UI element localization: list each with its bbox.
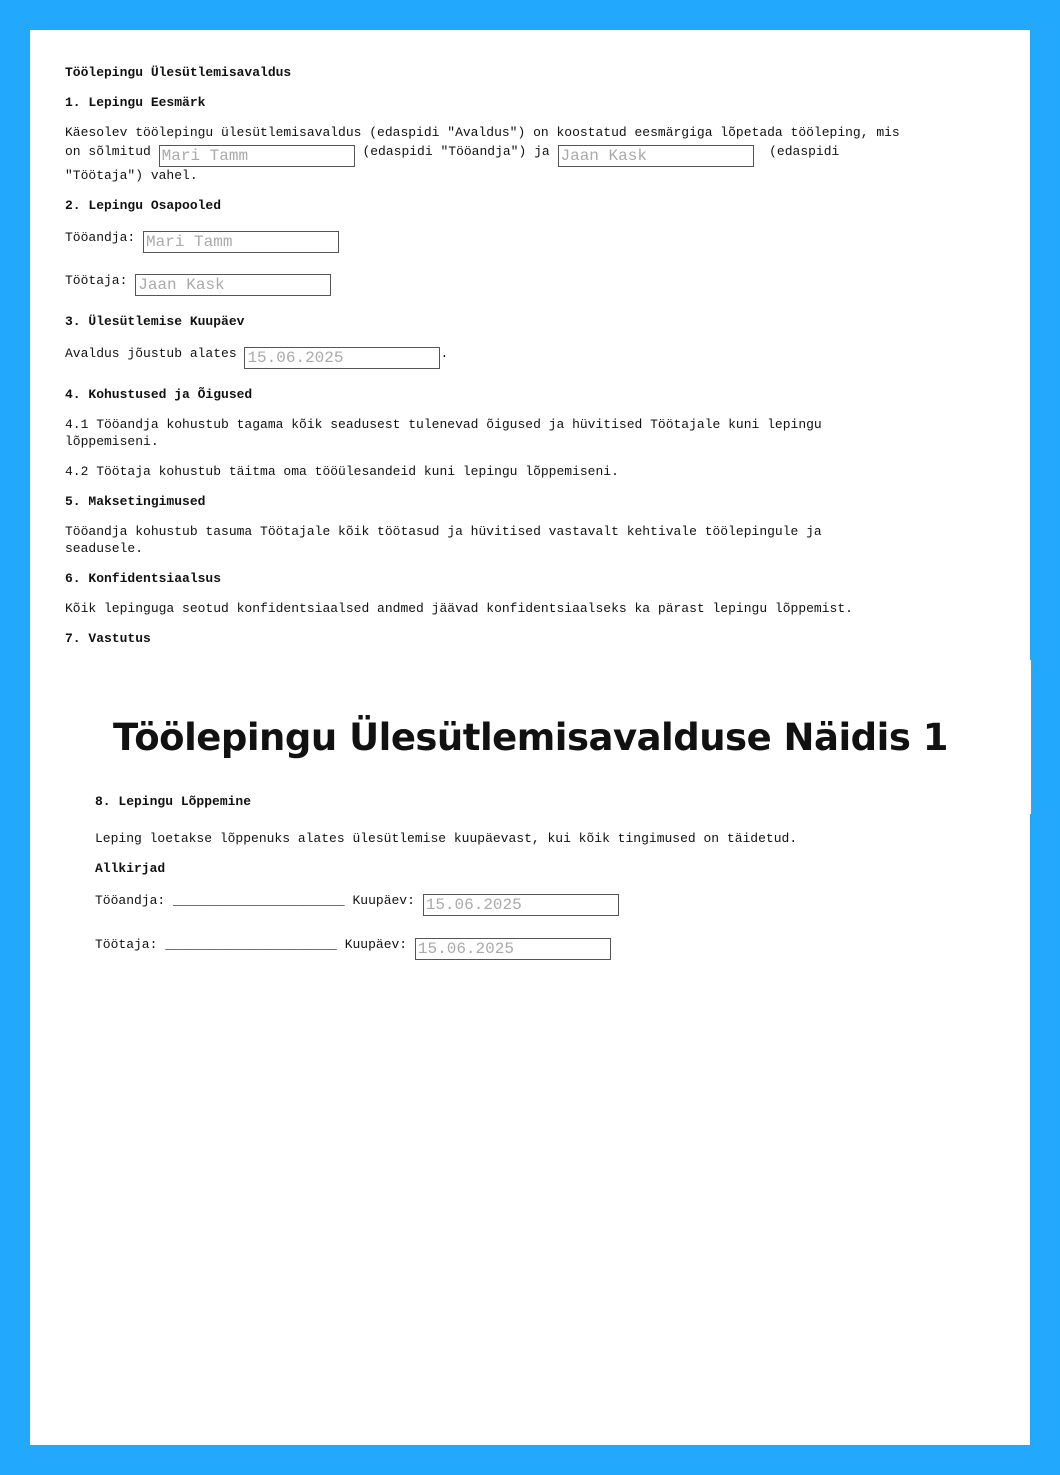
employer-signature-label: Tööandja: — [95, 893, 166, 908]
section-5-heading: 5. Maksetingimused — [65, 494, 206, 509]
employee-signature-label: Töötaja: — [95, 937, 158, 952]
section-1-text-e: "Töötaja") vahel. — [65, 168, 198, 183]
section-2-heading: 2. Lepingu Osapooled — [65, 198, 222, 213]
intro-employer-field[interactable]: Mari Tamm — [159, 145, 355, 167]
effective-date-suffix: . — [440, 346, 449, 361]
section-4-p1: 4.1 Tööandja kohustub tagama kõik seadusest tulenevad õigused ja hüvitised Töötajale kuni lepingu lõppemiseni. — [65, 417, 822, 449]
employer-row — [65, 227, 945, 253]
section-1-heading: 1. Lepingu Eesmärk — [65, 95, 206, 110]
effective-date-field[interactable]: 15.06.2025 — [244, 347, 440, 369]
document-body — [65, 64, 945, 660]
document-lower — [95, 830, 975, 978]
employee-field[interactable]: Jaan Kask — [135, 274, 331, 296]
section-1-text-b: on sõlmitud — [65, 144, 151, 159]
employer-label: Tööandja: — [65, 230, 136, 245]
section-8-heading: 8. Lepingu Lõppemine — [95, 794, 252, 809]
employee-signature-line: ______________________ — [165, 937, 337, 952]
employee-date-field[interactable]: 15.06.2025 — [415, 938, 611, 960]
employee-signature-row — [95, 934, 975, 960]
section-7-heading: 7. Vastutus — [65, 631, 151, 646]
employee-row — [65, 270, 945, 296]
title-banner — [30, 660, 1031, 814]
document-title: Töölepingu Ülesütlemisavaldus — [65, 65, 292, 80]
section-1-text — [65, 124, 945, 184]
intro-employee-field[interactable]: Jaan Kask — [558, 145, 754, 167]
section-6-heading: 6. Konfidentsiaalsus — [65, 571, 222, 586]
employer-date-field[interactable]: 15.06.2025 — [423, 894, 619, 916]
section-4-heading: 4. Kohustused ja Õigused — [65, 387, 253, 402]
section-3-heading: 3. Ülesütlemise Kuupäev — [65, 314, 245, 329]
section-1-text-d: (edaspidi — [769, 144, 840, 159]
effective-date-label: Avaldus jõustub alates — [65, 346, 237, 361]
section-6-text: Kõik lepinguga seotud konfidentsiaalsed andmed jäävad konfidentsiaalseks ka pärast lepingu lõppemist. — [65, 601, 853, 616]
signatures-heading: Allkirjad — [95, 861, 166, 876]
section-8-text: Leping loetakse lõppenuks alates ülesütlemise kuupäevast, kui kõik tingimused on täidetud. — [95, 831, 798, 846]
employer-field[interactable]: Mari Tamm — [143, 231, 339, 253]
section-1-text-c: (edaspidi "Tööandja") ja — [362, 144, 550, 159]
employer-signature-row — [95, 890, 975, 916]
banner-title: Töölepingu Ülesütlemisavalduse Näidis 1 — [112, 715, 948, 759]
section-1-text-a: Käesolev töölepingu ülesütlemisavaldus (edaspidi "Avaldus") on koostatud eesmärgiga lõpetada tööleping, mis — [65, 125, 900, 140]
effective-date-row — [65, 343, 945, 369]
section-4-p2: 4.2 Töötaja kohustub täitma oma tööülesandeid kuni lepingu lõppemiseni. — [65, 464, 619, 479]
section-5-text: Tööandja kohustub tasuma Töötajale kõik töötasud ja hüvitised vastavalt kehtivale töölepingule ja seadusele. — [65, 524, 822, 556]
employee-date-label: Kuupäev: — [344, 937, 408, 952]
section-8-heading-clipped — [95, 794, 252, 810]
employee-label: Töötaja: — [65, 273, 128, 288]
employer-date-label: Kuupäev: — [352, 893, 415, 908]
employer-signature-line: ______________________ — [173, 893, 345, 908]
